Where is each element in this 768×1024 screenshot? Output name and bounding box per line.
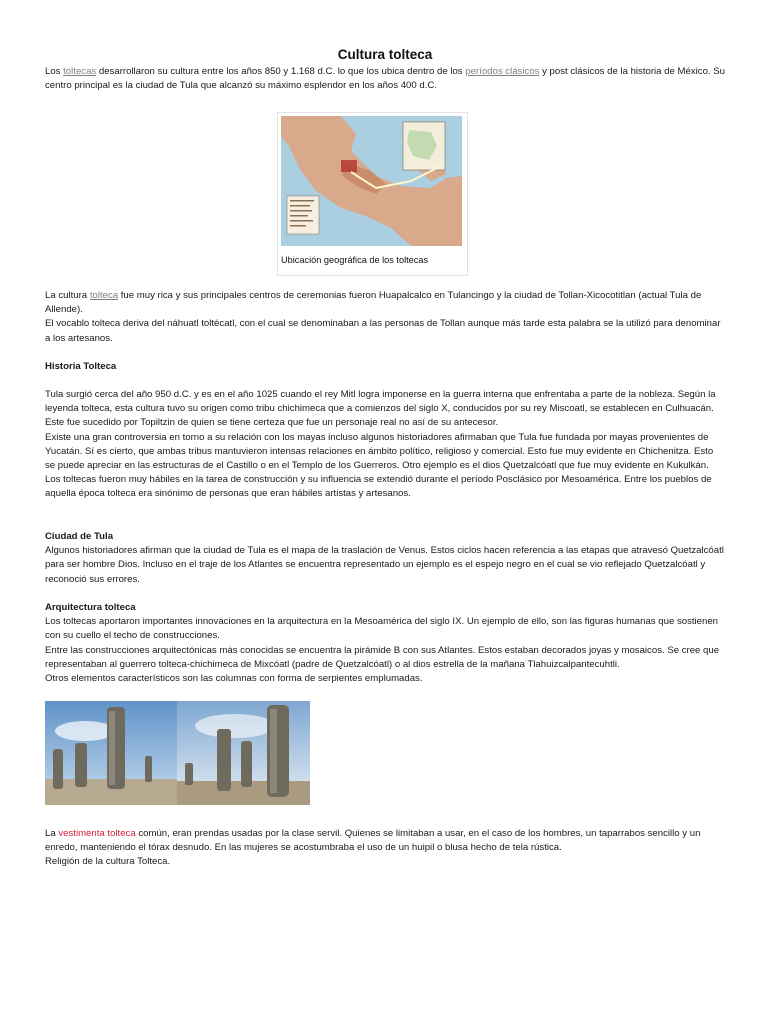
historia-heading: Historia Tolteca [45,361,117,372]
historia-section [45,360,725,374]
historia-paragraph-2: Existe una gran controversia en torno a su relación con los mayas incluso algunos historiadores afirmaban que Tula fue fundada por mayas provenientes de Yucatán. Sí es cierto, que ambas tribus mantuvieron intensas relaciones en ámbito político, religioso y comercial. Esto fue muy evidente en Chichenitza. Esto se puede apreciar en las estructuras de el Castillo o en el Templo de los Guerreros. Otro ejemplo es el dios Quetzalcóatl que fue muy evidente en Kukulkán. [45,431,714,472]
link-vestimenta-tolteca[interactable]: vestimenta tolteca [58,828,136,839]
historia-paragraph-3: Los toltecas fueron muy hábiles en la tarea de construcción y su influencia se extendió durante el período Posclásico por Mesoamérica. Entre los pueblos de aquella época tolteca era sinónimo de personas que eran hábiles artistas y artesanos. [45,474,712,500]
link-toltecas[interactable]: toltecas [63,66,97,77]
map-figure [277,112,468,276]
culture-paragraph-1 [45,289,725,317]
arquitectura-paragraph-1: Los toltecas aportaron importantes innovaciones en la arquitectura en la Mesoamérica del siglo IX. Un ejemplo de ello, son las figuras humanas que sostienen con su cuello el techo de construcciones. [45,616,719,642]
arquitectura-section [45,601,725,686]
vestimenta-paragraph-2: Religión de la cultura Tolteca. [45,856,171,868]
culture-text-1: La cultura [45,290,90,301]
historia-paragraph-1: Tula surgió cerca del año 950 d.C. y es en el año 1025 cuando el rey Mitl logra imponerse en la guerra interna que enfrentaba a parte de la nobleza. Según la leyenda tolteca, esta cultura tuvo su origen como tribu chichimeca que a comienzos del siglo X, conducidos por su rey Miscoatl, se establecen en Culhuacán. Este fue sucedido por Topiltzin de quien se tiene certeza que fue un personaje real no así de su antecesor. [45,389,716,429]
tula-section [45,530,725,587]
vestimenta-text-2: común, eran prendas usadas por la clase servil. Quienes se limitaban a usar, en el caso de los hombres, un taparrabos sencillo y un enredo, manteniendo el tórax desnudo. En las mujeres se acostumbraba el uso de un huipil o blusa hecho de tela rústica. [45,828,701,854]
mesoamerica-map-image [281,116,462,246]
historia-body [45,388,725,502]
vestimenta-section [45,827,725,870]
intro-paragraph [45,65,725,93]
arquitectura-paragraph-2: Entre las construcciones arquitectónicas más conocidas se encuentra la pirámide B con sus Atlantes. Estos estaban decorados joyas y mosaicos. Se cree que representaban al guerrero tolteca-chichimeca de Mixcóatl (padre de Quetzalcóatl) o al dios estrella de la mañana Tlahuizcalpantecuhtli. [45,644,720,670]
intro-text-1: Los [45,66,64,77]
link-tolteca[interactable]: tolteca [89,290,119,301]
tula-heading: Ciudad de Tula [45,531,114,542]
vestimenta-text-1: La [45,828,59,839]
culture-section [45,289,725,346]
arquitectura-heading: Arquitectura tolteca [45,602,136,613]
vestimenta-paragraph-1 [45,827,725,855]
culture-paragraph-2: El vocablo tolteca deriva del náhuatl toltécatl, con el cual se denominaban a las personas de Tollan aunque más tarde esta palabra se la utilizó para denominar a los artesanos. [45,318,721,344]
page-title: Cultura tolteca [337,47,433,62]
arquitectura-paragraph-3: Otros elementos característicos son las columnas con forma de serpientes emplumadas. [45,673,423,685]
intro-text-3: y post clásicos de la historia de México. Su centro principal es la ciudad de Tula que alcanzó su máximo esplendor en los años 400 d.C. [45,66,725,92]
atlantes-photos-image [45,701,310,805]
culture-text-2: fue muy rica y sus principales centros de ceremonias fueron Huapalcalco en Tulancingo y la ciudad de Tollan-Xicocotitlan (actual Tula de Allende). [45,290,702,316]
intro-section [45,65,725,93]
tula-paragraph-1: Algunos historiadores afirman que la ciudad de Tula es el mapa de la traslación de Venus. Estos ciclos hacen referencia a las etapas que atravesó Quetzalcóatl para ser hombre Dios. Incluso en el traje de los Atlantes se encuentra representado un ejemplo es el espejo negro en el cual se vio reflejado Quetzalcóatl y reconoció sus errores. [45,545,724,585]
map-caption: Ubicación geográfica de los toltecas [281,255,429,265]
link-periodos-clasicos[interactable]: períodos clásicos [465,66,540,77]
intro-text-2: desarrollaron su cultura entre los años 850 y 1.168 d.C. lo que los ubica dentro de los [96,66,466,77]
